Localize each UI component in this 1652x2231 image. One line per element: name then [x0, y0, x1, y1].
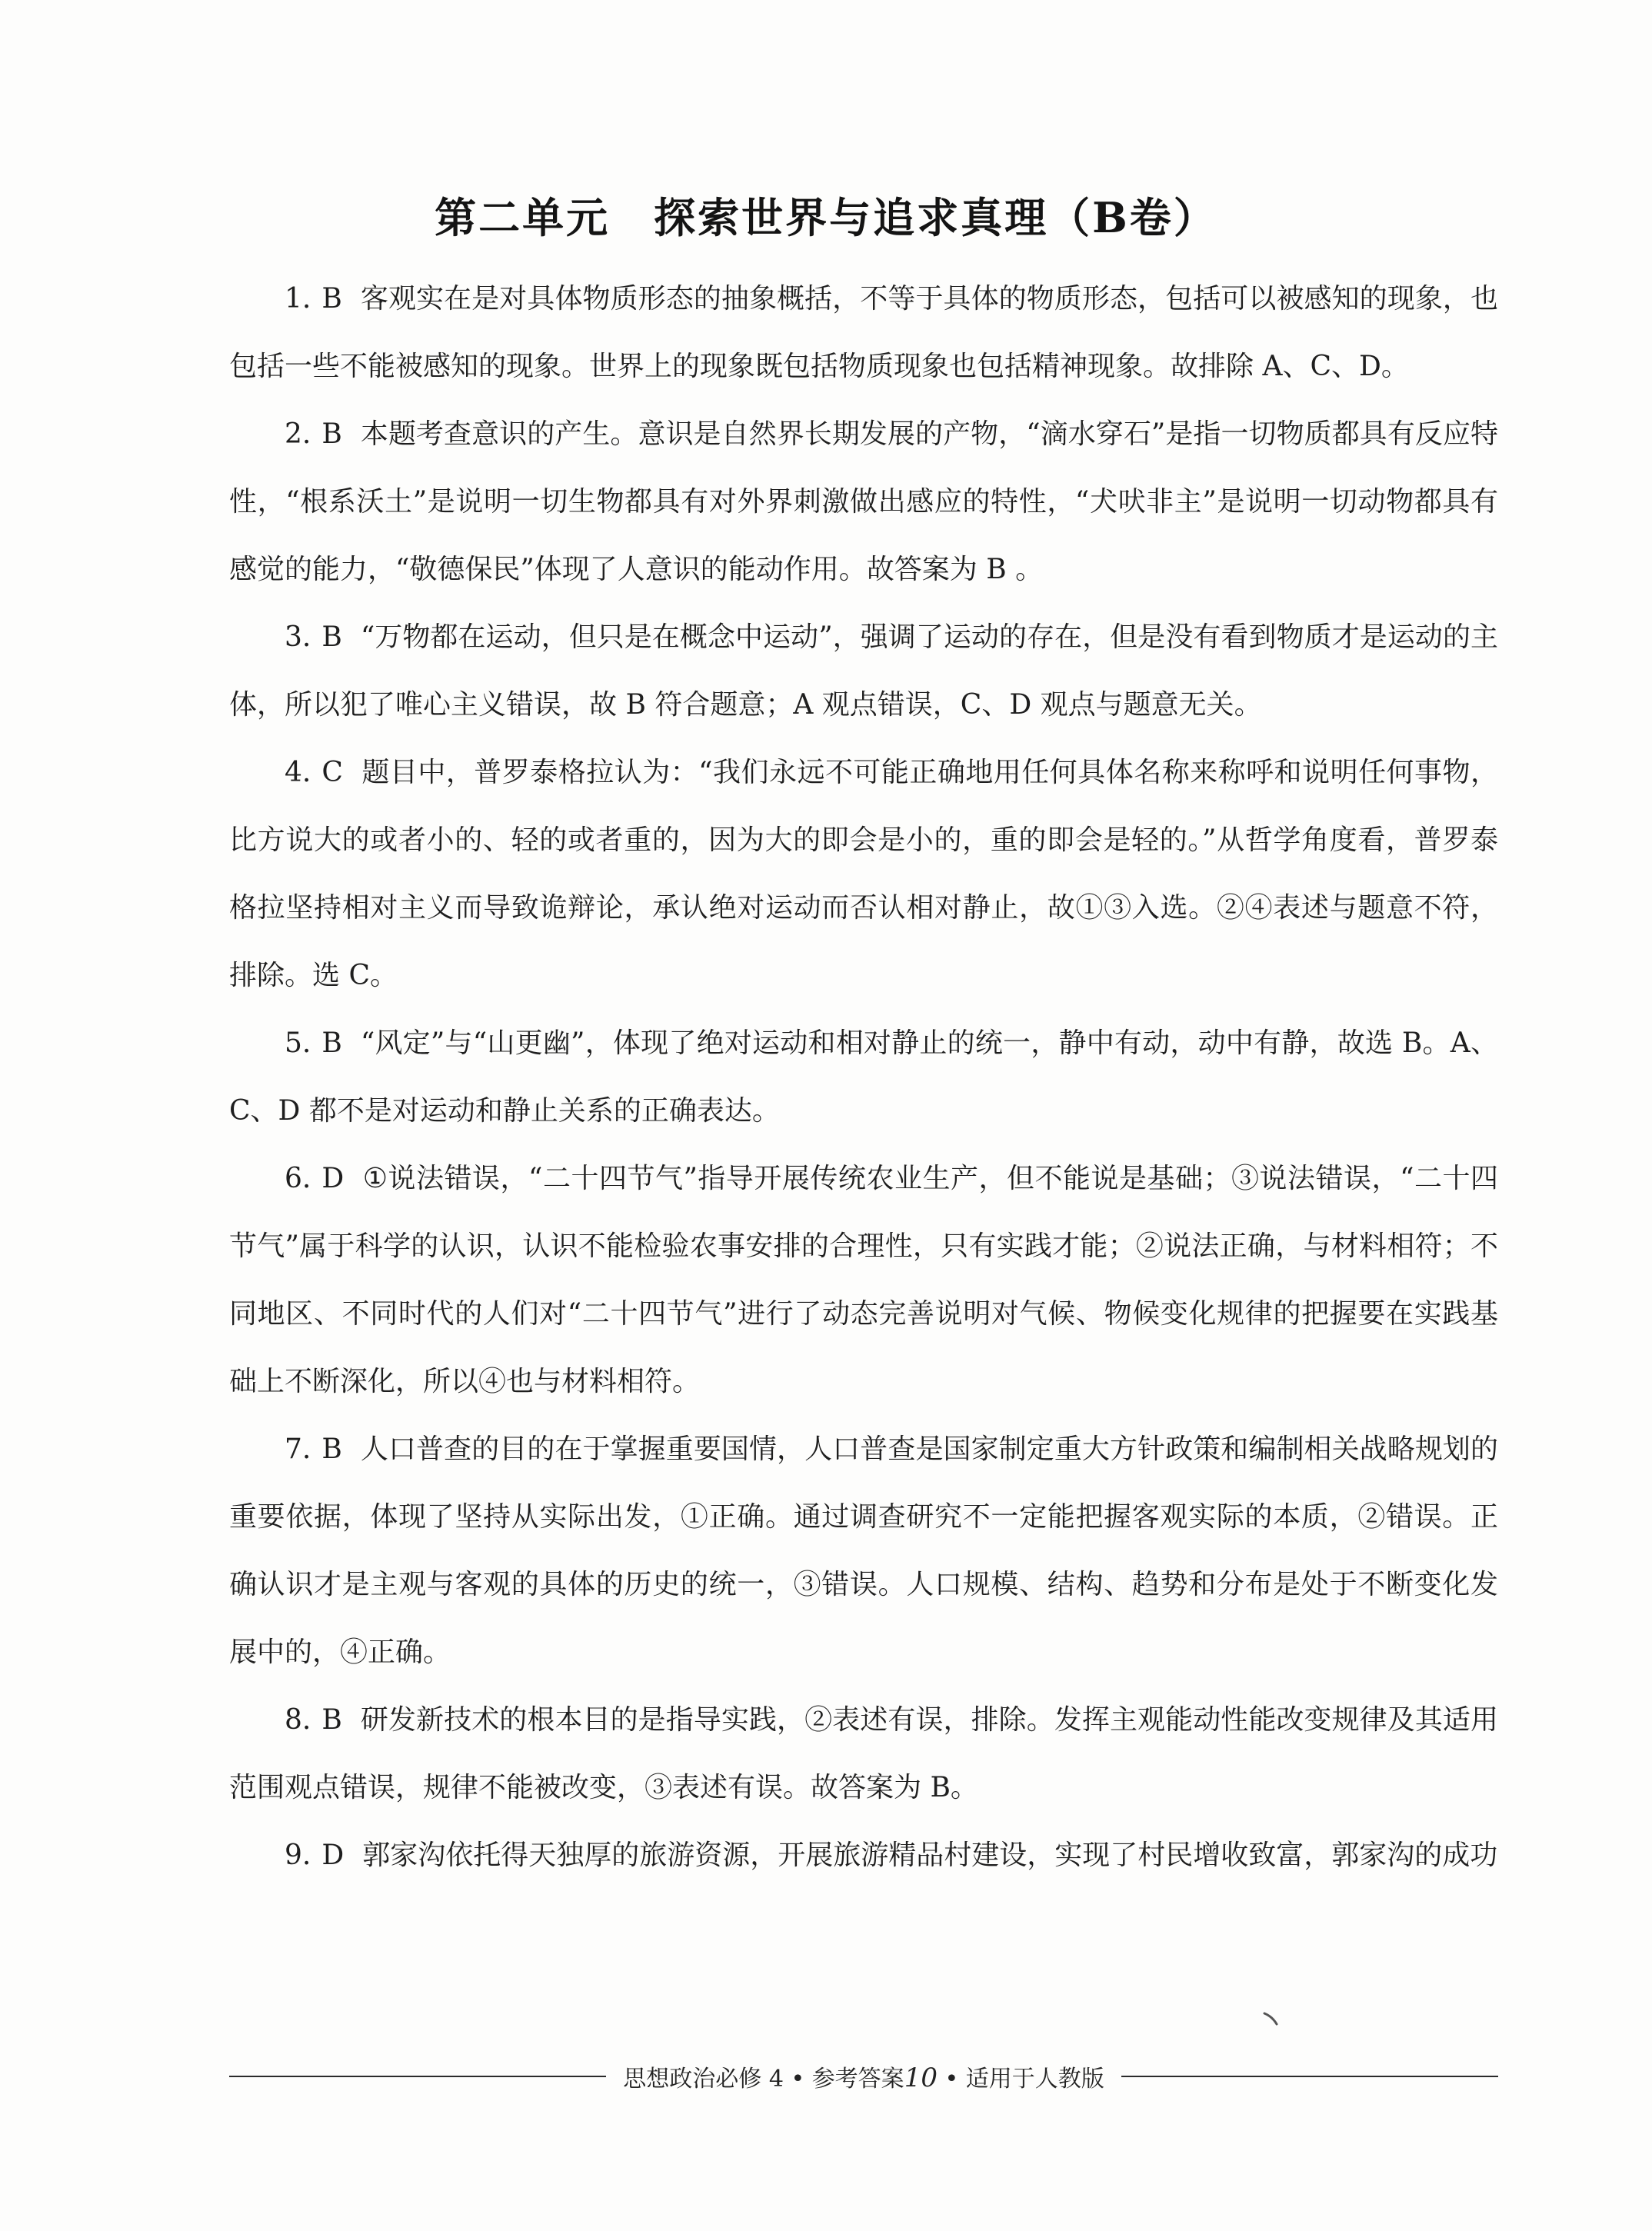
answer-item-8 [229, 1687, 1498, 1822]
footer-edition: • 适用于人教版 [944, 2066, 1104, 2093]
item-explanation: 郭家沟依托得天独厚的旅游资源，开展旅游精品村建设，实现了村民增收致富，郭家沟的成功 [362, 1840, 1498, 1871]
page-title: 第二单元 探索世界与追求真理（B卷） [435, 193, 1217, 243]
item-answer: C [321, 757, 343, 788]
item-answer: B [321, 1027, 342, 1059]
item-answer: D [321, 1163, 345, 1194]
page-footer [229, 2061, 1498, 2092]
footer-rule-left [229, 2076, 606, 2077]
item-number: 5. [285, 1027, 311, 1059]
item-explanation: 题目中，普罗泰格拉认为：“我们永远不可能正确地用任何具体名称来称呼和说明任何事物，比方说大的或者小的、轻的或者重的，因为大的即会是小的，重的即会是轻的。”从哲学角度看，普罗泰格拉坚持相对主义而导致诡辩论，承认绝对运动而否认相对静止，故①③入选。②④表述与题意不符，排除。选 C。 [229, 757, 1498, 991]
item-number: 3. [285, 621, 311, 653]
answer-item-1 [229, 265, 1498, 401]
answer-item-2 [229, 401, 1498, 604]
item-number: 7. [285, 1434, 311, 1465]
item-answer: D [321, 1840, 345, 1871]
item-explanation: 研发新技术的根本目的是指导实践，②表述有误，排除。发挥主观能动性能改变规律及其适用范围观点错误，规律不能被改变，③表述有误。故答案为 B。 [229, 1704, 1498, 1803]
item-number: 4. [285, 757, 311, 788]
footer-text [606, 2060, 1121, 2093]
item-answer: B [321, 418, 342, 450]
item-number: 1. [285, 283, 311, 315]
answer-item-4 [229, 739, 1498, 1010]
item-explanation: 人口普查的目的在于掌握重要国情，人口普查是国家制定重大方针政策和编制相关战略规划的重要依据，体现了坚持从实际出发，①正确。通过调查研究不一定能把握客观实际的本质，②错误。正确认识才是主观与客观的具体的历史的统一，③错误。人口规模、结构、趋势和分布是处于不断变化发展中的，④正确。 [229, 1434, 1498, 1668]
item-number: 6. [285, 1163, 311, 1194]
item-answer: B [321, 1704, 342, 1736]
item-explanation: “万物都在运动，但只是在概念中运动”，强调了运动的存在，但是没有看到物质才是运动的主体，所以犯了唯心主义错误，故 B 符合题意；A 观点错误，C、D 观点与题意无关。 [229, 621, 1498, 721]
answer-list [229, 265, 1498, 1890]
item-answer: B [321, 621, 342, 653]
answer-item-9 [229, 1822, 1498, 1890]
item-explanation: 客观实在是对具体物质形态的抽象概括，不等于具体的物质形态，包括可以被感知的现象，也包括一些不能被感知的现象。世界上的现象既包括物质现象也包括精神现象。故排除 A、C、D。 [229, 283, 1498, 382]
page-number: 10 [904, 2063, 938, 2093]
item-number: 2. [285, 418, 311, 450]
item-number: 9. [285, 1840, 311, 1871]
item-explanation: 本题考查意识的产生。意识是自然界长期发展的产物，“滴水穿石”是指一切物质都具有反应特性，“根系沃土”是说明一切生物都具有对外界刺激做出感应的特性，“犬吠非主”是说明一切动物都具有感觉的能力，“敬德保民”体现了人意识的能动作用。故答案为 B 。 [229, 418, 1498, 585]
answer-item-6 [229, 1145, 1498, 1416]
item-explanation: ①说法错误，“二十四节气”指导开展传统农业生产，但不能说是基础；③说法错误，“二十四节气”属于科学的认识，认识不能检验农事安排的合理性，只有实践才能；②说法正确，与材料相符；不同地区、不同时代的人们对“二十四节气”进行了动态完善说明对气候、物候变化规律的把握要在实践基础上不断深化，所以④也与材料相符。 [229, 1163, 1498, 1397]
item-answer: B [321, 1434, 342, 1465]
footer-label: 参考答案 [811, 2066, 904, 2093]
footer-rule-right [1121, 2076, 1498, 2077]
item-explanation: “风定”与“山更幽”，体现了绝对运动和相对静止的统一，静中有动，动中有静，故选 B。A、C、D 都不是对运动和静止关系的正确表达。 [229, 1027, 1498, 1127]
item-answer: B [321, 283, 342, 315]
answer-item-3 [229, 604, 1498, 739]
pen-mark-icon [1261, 2009, 1284, 2032]
footer-book: 思想政治必修 4 • [623, 2066, 805, 2093]
answer-item-5 [229, 1010, 1498, 1145]
item-number: 8. [285, 1704, 311, 1736]
answer-item-7 [229, 1416, 1498, 1687]
